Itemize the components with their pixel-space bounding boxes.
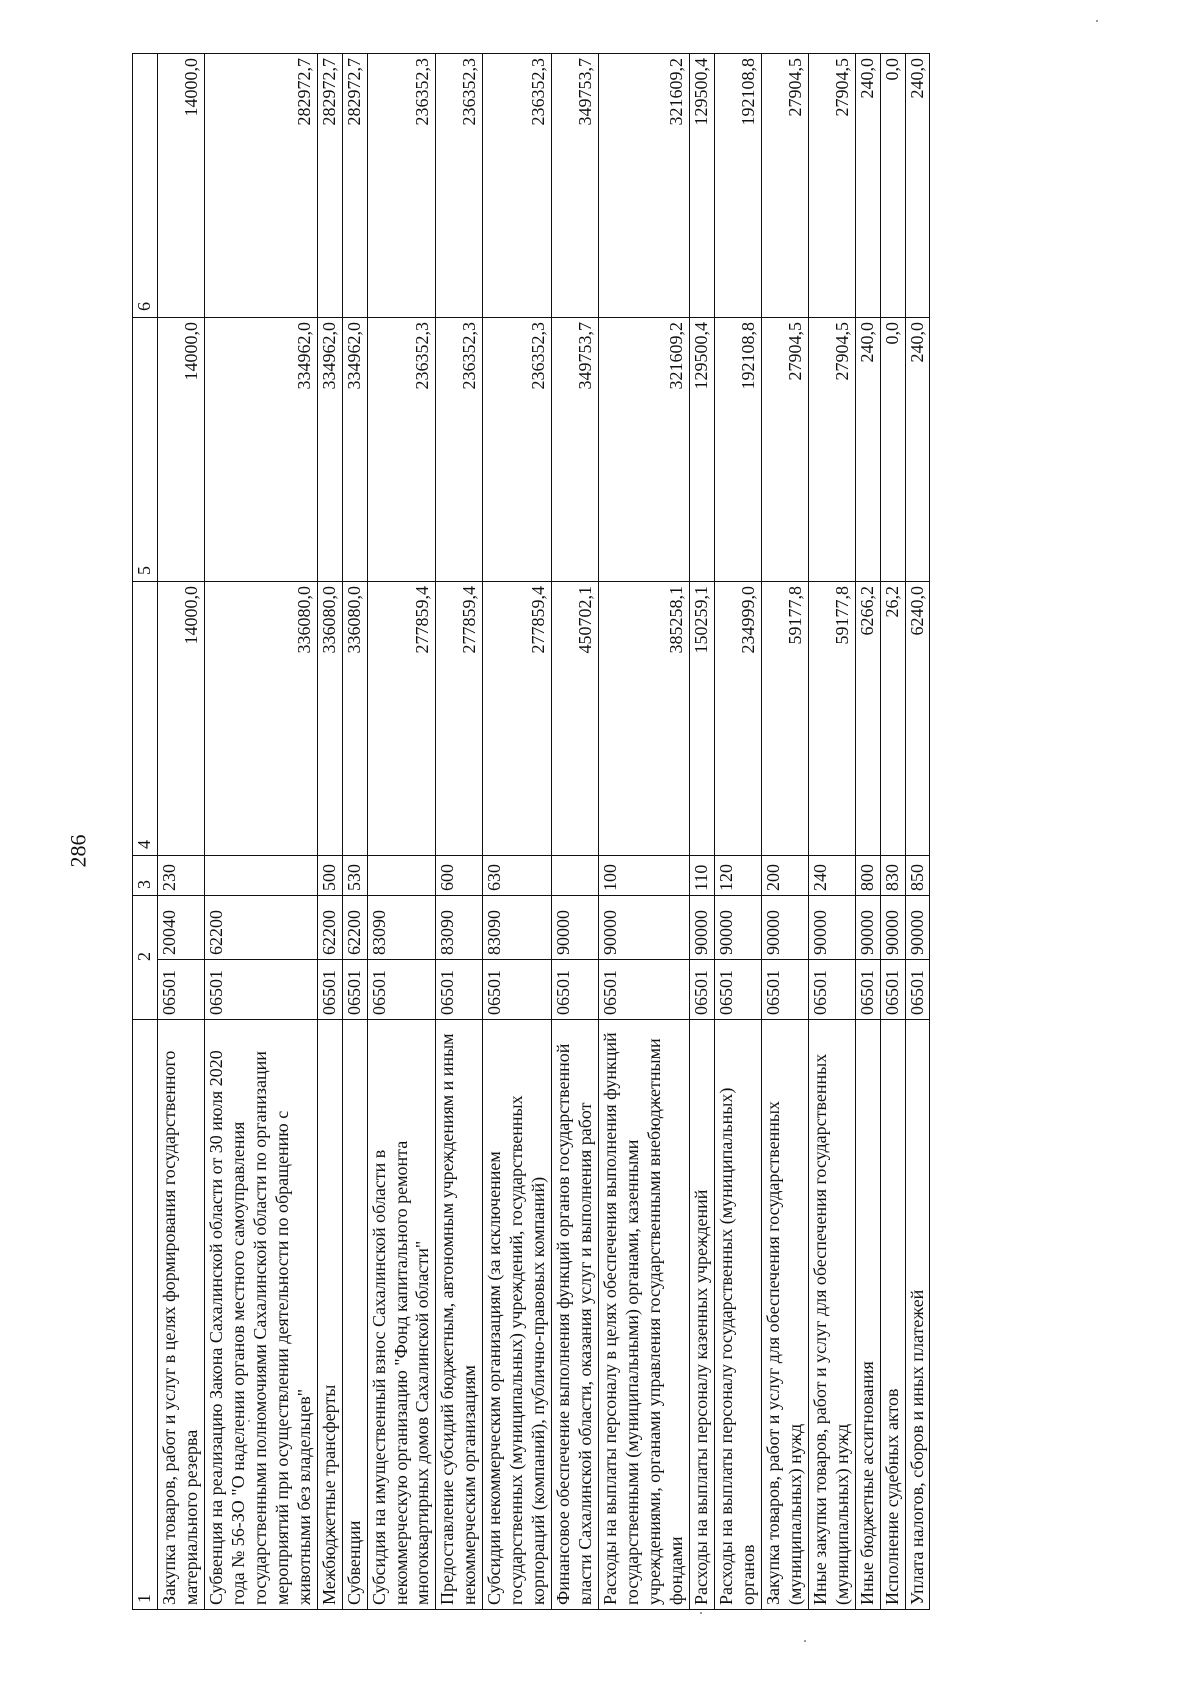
- row-value-col5-cell: 236352,3: [483, 318, 552, 582]
- row-name-cell: Субсидия на имущественный взнос Сахалинской области в некоммерческую организацию "Фонд капитального ремонта многоквартирных домов Сахалинской области": [367, 1020, 436, 1610]
- row-expense-type-cell: [552, 856, 599, 896]
- row-value-col4-cell: 150259,1: [689, 582, 714, 856]
- row-name-cell: Субвенции: [342, 1020, 367, 1610]
- row-direction-code-cell: 83090: [483, 896, 552, 960]
- row-program-code-cell: 06501: [761, 960, 808, 1020]
- row-name-cell: Расходы на выплаты персоналу казенных учреждений: [689, 1020, 714, 1610]
- row-name-cell: Субсидии некоммерческим организациям (за исключением государственных (муниципальных) учреждений, государственных корпораций (компаний), публично-правовых компаний): [483, 1020, 552, 1610]
- row-expense-type-cell: [367, 856, 436, 896]
- row-direction-code-cell: 62200: [317, 896, 342, 960]
- row-value-col6-cell: 0,0: [880, 54, 905, 318]
- row-expense-type-cell: 100: [599, 856, 690, 896]
- row-value-col5-cell: 321609,2: [599, 318, 690, 582]
- row-direction-code-cell: 90000: [808, 896, 855, 960]
- row-direction-code-cell: 90000: [714, 896, 761, 960]
- row-name-cell: Иные закупки товаров, работ и услуг для обеспечения государственных (муниципальных) нужд: [808, 1020, 855, 1610]
- row-expense-type-cell: 600: [436, 856, 483, 896]
- row-value-col6-cell: 129500,4: [689, 54, 714, 318]
- table-row: [880, 54, 905, 1610]
- row-program-code-cell: 06501: [599, 960, 690, 1020]
- row-value-col4-cell: 6240,0: [905, 582, 930, 856]
- page-number: 286: [65, 834, 91, 868]
- row-name-cell: Закупка товаров, работ и услуг в целях формирования государственного материального резерва: [158, 1020, 205, 1610]
- row-expense-type-cell: 120: [714, 856, 761, 896]
- row-value-col6-cell: 240,0: [905, 54, 930, 318]
- header-col-4: 4: [133, 582, 158, 856]
- row-value-col6-cell: 236352,3: [367, 54, 436, 318]
- row-program-code-cell: 06501: [855, 960, 880, 1020]
- row-value-col5-cell: 334962,0: [317, 318, 342, 582]
- table-row: [905, 54, 930, 1610]
- row-value-col6-cell: 321609,2: [599, 54, 690, 318]
- row-direction-code-cell: 83090: [436, 896, 483, 960]
- row-value-col4-cell: 59177,8: [808, 582, 855, 856]
- row-direction-code-cell: 90000: [552, 896, 599, 960]
- row-direction-code-cell: 90000: [880, 896, 905, 960]
- row-value-col5-cell: 349753,7: [552, 318, 599, 582]
- header-col-3: 3: [133, 856, 158, 896]
- row-value-col4-cell: 277859,4: [367, 582, 436, 856]
- row-name-cell: Межбюджетные трансферты: [317, 1020, 342, 1610]
- table-row: [367, 54, 436, 1610]
- row-expense-type-cell: 110: [689, 856, 714, 896]
- scan-speck: [1096, 20, 1098, 22]
- row-name-cell: Уплата налогов, сборов и иных платежей: [905, 1020, 930, 1610]
- row-value-col6-cell: 27904,5: [761, 54, 808, 318]
- row-program-code-cell: 06501: [808, 960, 855, 1020]
- row-expense-type-cell: 830: [880, 856, 905, 896]
- table-row: [599, 54, 690, 1610]
- row-value-col6-cell: 236352,3: [483, 54, 552, 318]
- row-program-code-cell: 06501: [905, 960, 930, 1020]
- row-direction-code-cell: 90000: [689, 896, 714, 960]
- row-direction-code-cell: 20040: [158, 896, 205, 960]
- row-direction-code-cell: 90000: [599, 896, 690, 960]
- row-value-col6-cell: 14000,0: [158, 54, 205, 318]
- row-program-code-cell: 06501: [204, 960, 317, 1020]
- row-value-col6-cell: 349753,7: [552, 54, 599, 318]
- row-direction-code-cell: 83090: [367, 896, 436, 960]
- row-direction-code-cell: 90000: [855, 896, 880, 960]
- row-name-cell: Расходы на выплаты персоналу в целях обеспечения выполнения функций государственными (муниципальными) органами, казенными учреждениями, органами управления государственными внебюджетными фондами: [599, 1020, 690, 1610]
- row-value-col4-cell: 59177,8: [761, 582, 808, 856]
- row-value-col5-cell: 236352,3: [436, 318, 483, 582]
- table-row: [204, 54, 317, 1610]
- row-name-cell: Исполнение судебных актов: [880, 1020, 905, 1610]
- row-value-col4-cell: 336080,0: [204, 582, 317, 856]
- row-program-code-cell: 06501: [158, 960, 205, 1020]
- row-value-col4-cell: 26,2: [880, 582, 905, 856]
- scan-speck: [248, 1420, 250, 1422]
- row-value-col6-cell: 236352,3: [436, 54, 483, 318]
- row-name-cell: Предоставление субсидий бюджетным, автономным учреждениям и иным некоммерческим организациям: [436, 1020, 483, 1610]
- row-value-col4-cell: 14000,0: [158, 582, 205, 856]
- row-expense-type-cell: 240: [808, 856, 855, 896]
- row-value-col4-cell: 336080,0: [342, 582, 367, 856]
- table-row: [855, 54, 880, 1610]
- row-program-code-cell: 06501: [367, 960, 436, 1020]
- row-expense-type-cell: [204, 856, 317, 896]
- table-row: [714, 54, 761, 1610]
- row-value-col6-cell: 282972,7: [342, 54, 367, 318]
- header-col-2: 2: [133, 896, 158, 1020]
- table-row: [158, 54, 205, 1610]
- row-value-col6-cell: 27904,5: [808, 54, 855, 318]
- row-program-code-cell: 06501: [880, 960, 905, 1020]
- row-value-col4-cell: 277859,4: [483, 582, 552, 856]
- row-program-code-cell: 06501: [552, 960, 599, 1020]
- table-row: [808, 54, 855, 1610]
- row-program-code-cell: 06501: [483, 960, 552, 1020]
- row-expense-type-cell: 230: [158, 856, 205, 896]
- table-row: [761, 54, 808, 1610]
- row-value-col5-cell: 240,0: [905, 318, 930, 582]
- row-value-col5-cell: 0,0: [880, 318, 905, 582]
- row-value-col5-cell: 27904,5: [761, 318, 808, 582]
- row-name-cell: Расходы на выплаты персоналу государственных (муниципальных) органов: [714, 1020, 761, 1610]
- row-direction-code-cell: 62200: [204, 896, 317, 960]
- budget-table-sheet: [132, 54, 927, 1610]
- row-expense-type-cell: 630: [483, 856, 552, 896]
- row-value-col6-cell: 282972,7: [317, 54, 342, 318]
- row-value-col6-cell: 192108,8: [714, 54, 761, 318]
- row-value-col5-cell: 129500,4: [689, 318, 714, 582]
- row-expense-type-cell: 850: [905, 856, 930, 896]
- row-value-col5-cell: 27904,5: [808, 318, 855, 582]
- row-value-col5-cell: 334962,0: [342, 318, 367, 582]
- table-header-row: [133, 54, 158, 1610]
- table-body: [133, 54, 930, 1610]
- row-direction-code-cell: 62200: [342, 896, 367, 960]
- row-value-col5-cell: 334962,0: [204, 318, 317, 582]
- row-value-col6-cell: 282972,7: [204, 54, 317, 318]
- table-row: [436, 54, 483, 1610]
- row-name-cell: Субвенция на реализацию Закона Сахалинской области от 30 июля 2020 года № 56-ЗО "О наделении органов местного самоуправления государственными полномочиями Сахалинской области по организации мероприятий при осуществлении деятельности по обращению с животными без владельцев": [204, 1020, 317, 1610]
- header-col-6: 6: [133, 54, 158, 318]
- table-row: [689, 54, 714, 1610]
- row-value-col4-cell: 385258,1: [599, 582, 690, 856]
- table-row: [552, 54, 599, 1610]
- row-name-cell: Финансовое обеспечение выполнения функций органов государственной власти Сахалинской области, оказания услуг и выполнения работ: [552, 1020, 599, 1610]
- row-value-col5-cell: 236352,3: [367, 318, 436, 582]
- row-value-col4-cell: 234999,0: [714, 582, 761, 856]
- row-program-code-cell: 06501: [714, 960, 761, 1020]
- row-name-cell: Иные бюджетные ассигнования: [855, 1020, 880, 1610]
- row-value-col4-cell: 6266,2: [855, 582, 880, 856]
- row-direction-code-cell: 90000: [761, 896, 808, 960]
- row-program-code-cell: 06501: [689, 960, 714, 1020]
- row-program-code-cell: 06501: [436, 960, 483, 1020]
- row-value-col4-cell: 277859,4: [436, 582, 483, 856]
- row-expense-type-cell: 800: [855, 856, 880, 896]
- header-col-1: 1: [133, 1020, 158, 1610]
- table-row: [342, 54, 367, 1610]
- row-value-col6-cell: 240,0: [855, 54, 880, 318]
- table-row: [483, 54, 552, 1610]
- row-direction-code-cell: 90000: [905, 896, 930, 960]
- row-value-col4-cell: 450702,1: [552, 582, 599, 856]
- row-program-code-cell: 06501: [317, 960, 342, 1020]
- row-expense-type-cell: 500: [317, 856, 342, 896]
- row-value-col4-cell: 336080,0: [317, 582, 342, 856]
- row-value-col5-cell: 14000,0: [158, 318, 205, 582]
- table-row: [317, 54, 342, 1610]
- row-expense-type-cell: 530: [342, 856, 367, 896]
- header-col-5: 5: [133, 318, 158, 582]
- row-program-code-cell: 06501: [342, 960, 367, 1020]
- row-name-cell: Закупка товаров, работ и услуг для обеспечения государственных (муниципальных) нужд: [761, 1020, 808, 1610]
- row-expense-type-cell: 200: [761, 856, 808, 896]
- row-value-col5-cell: 192108,8: [714, 318, 761, 582]
- row-value-col5-cell: 240,0: [855, 318, 880, 582]
- scan-speck: [804, 1640, 806, 1642]
- budget-table: [132, 53, 930, 1610]
- scan-speck: [700, 1612, 702, 1614]
